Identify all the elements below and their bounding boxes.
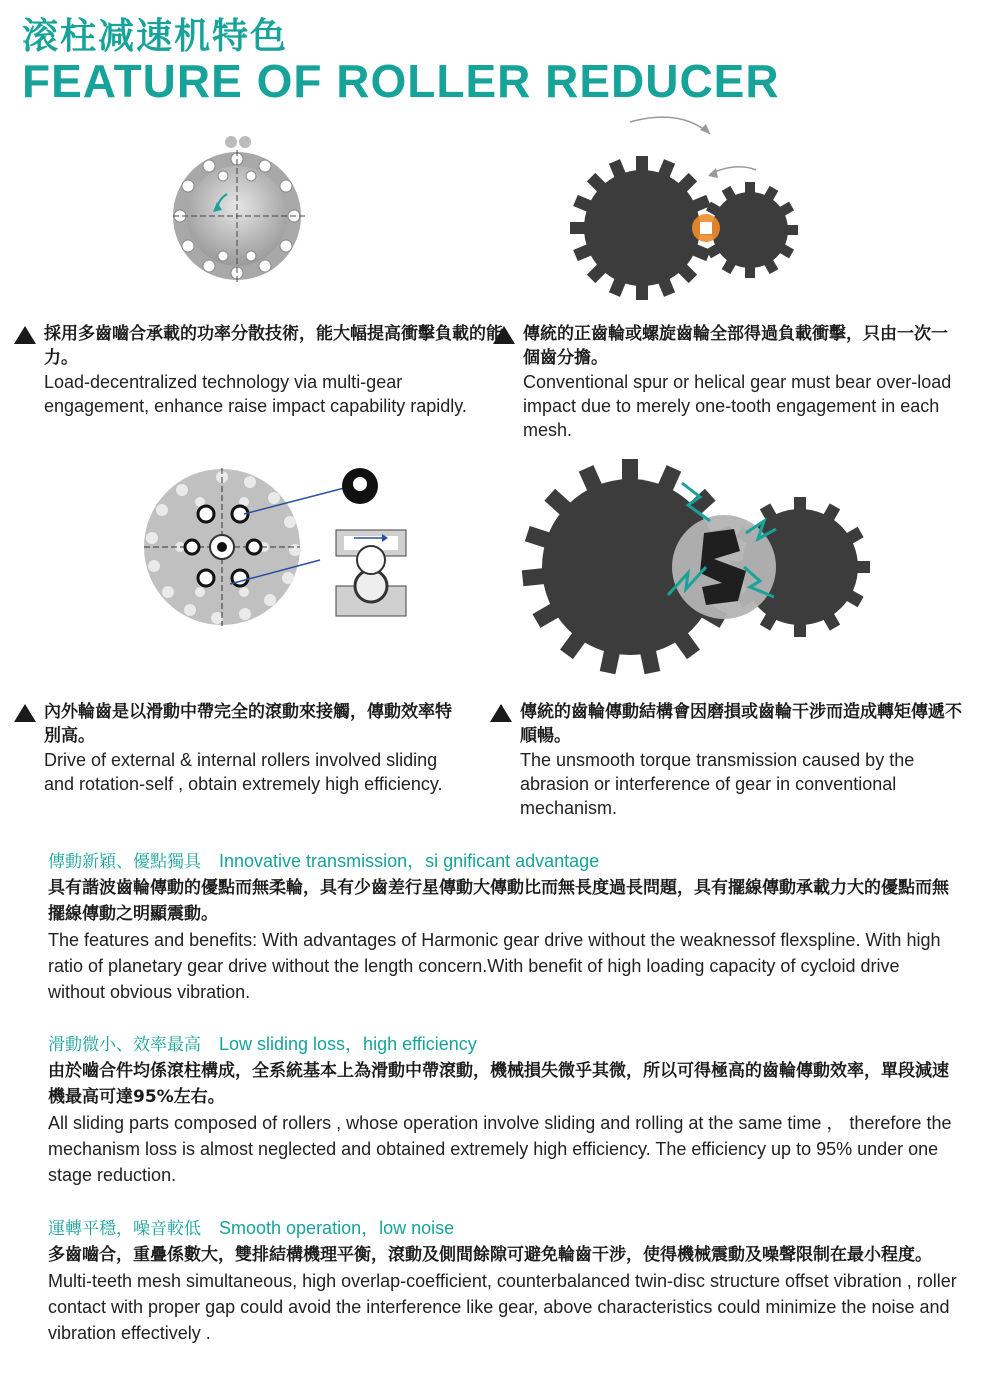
feature-4-en: The unsmooth torque transmission caused by the abrasion or interference of gear in conventional mechanism.: [520, 750, 915, 818]
warning-triangle-icon: [490, 704, 512, 722]
section-heading: [48, 1215, 958, 1242]
feature-2-en: Conventional spur or helical gear must bear over-load impact due to merely one-tooth engagement in each mesh.: [523, 372, 952, 440]
section-body-en: Multi-teeth mesh simultaneous, high overlap-coefficient, counterbalanced twin-disc structure offset vibration , roller contact with proper gap could avoid the interference like gear, above characteristics could minimize the noise and vibration effectively .: [48, 1271, 957, 1343]
page-title-zh: 滚柱减速机特色: [22, 16, 289, 57]
section-low-sliding-loss: [48, 1031, 958, 1188]
section-heading: [48, 1031, 958, 1058]
feature-3-zh: 內外輪齒是以滑動中帶完全的滾動來接觸，傳動效率特別高。: [44, 702, 452, 746]
feature-3-en: Drive of external & internal rollers involved sliding and rotation-self , obtain extremely high efficiency.: [44, 750, 443, 794]
section-body-en: All sliding parts composed of rollers , whose operation involve sliding and rolling at the same time ， therefore the mechanism loss is almost neglected and obtained extremely high efficiency. The efficiency up to 95% under one stage reduction.: [48, 1113, 952, 1185]
section-heading: [48, 848, 958, 875]
feature-2-zh: 傳統的正齒輪或螺旋齒輪全部得過負載衝擊，只由一次一個齒分擔。: [523, 324, 948, 368]
section-heading-en: Smooth operation，low noise: [219, 1218, 455, 1238]
section-heading-en: Innovative transmission，si gnificant advantage: [219, 851, 600, 871]
gear-abrasion-diagram: [518, 455, 878, 680]
feature-1-en: Load-decentralized technology via multi-gear engagement, enhance raise impact capability rapidly.: [44, 372, 467, 416]
feature-4: [520, 700, 965, 820]
section-innovative-transmission: [48, 848, 958, 1005]
roller-mechanism-diagram: [140, 462, 420, 632]
section-body-en: The features and benefits: With advantages of Harmonic gear drive without the weaknessof flexspline. With high ratio of planetary gear drive without the length concern.With benefit of high loading capacity of cycloid drive without obvious vibration.: [48, 930, 941, 1002]
roller-disc-diagram: [165, 128, 315, 288]
section-heading-zh: 滑動微小、效率最高: [48, 1035, 201, 1055]
feature-2: [523, 322, 963, 442]
feature-1-zh: 採用多齒嚙合承載的功率分散技術，能大幅提高衝擊負載的能力。: [44, 324, 503, 368]
section-body-zh: 由於嚙合件均係滾柱構成，全系統基本上為滑動中帶滾動，機械損失微乎其微，所以可得極高的齒輪傳動效率，單段減速機最高可達95%左右。: [48, 1061, 949, 1107]
section-body-zh: 多齒嚙合，重疊係數大，雙排結構機理平衡，滾動及側間餘隙可避免輪齒干涉，使得機械震動及噪聲限制在最小程度。: [48, 1245, 932, 1265]
warning-triangle-icon: [14, 704, 36, 722]
page-title-en: FEATURE OF ROLLER REDUCER: [22, 55, 780, 107]
warning-triangle-icon: [14, 326, 36, 344]
feature-4-zh: 傳統的齒輪傳動結構會因磨損或齒輪干涉而造成轉矩傳遞不順暢。: [520, 702, 962, 746]
section-heading-zh: 傳動新穎、優點獨具: [48, 852, 201, 872]
feature-1: [44, 322, 504, 418]
section-smooth-operation: [48, 1215, 958, 1346]
spur-gear-pair: [560, 108, 810, 308]
section-heading-en: Low sliding loss，high efficiency: [219, 1034, 477, 1054]
section-body-zh: 具有諧波齒輪傳動的優點而無柔輪，具有少齒差行星傳動大傳動比而無長度過長問題，具有擺線傳動承載力大的優點而無擺線傳動之明顯震動。: [48, 878, 949, 924]
feature-3: [44, 700, 464, 796]
section-heading-zh: 運轉平穩，噪音較低: [48, 1219, 201, 1239]
warning-triangle-icon: [493, 326, 515, 344]
